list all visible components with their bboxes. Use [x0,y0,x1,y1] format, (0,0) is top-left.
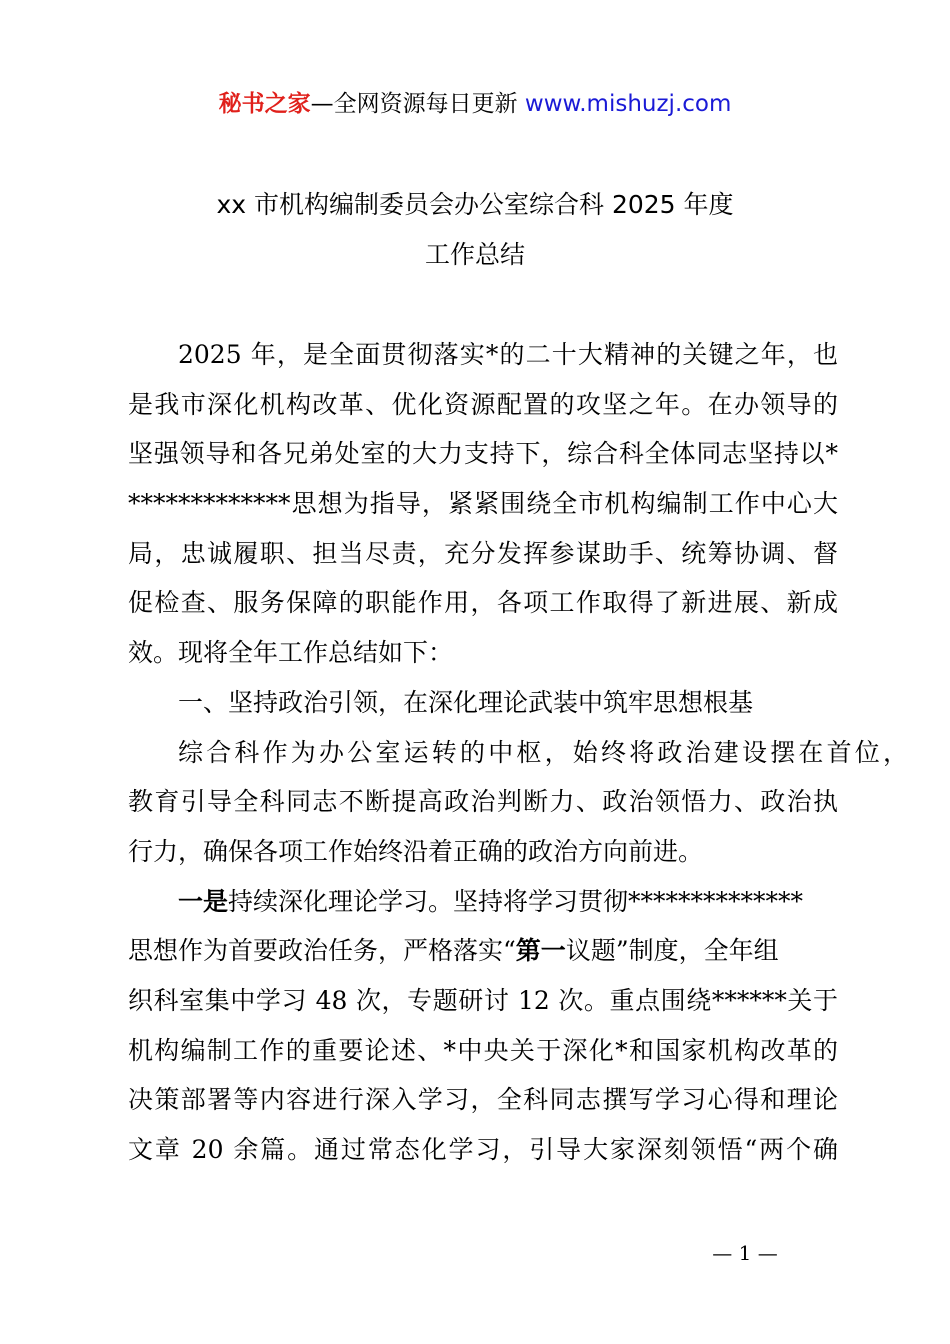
point-1-line [128,877,838,927]
intro-line: 促检查、服务保障的职能作用，各项工作取得了新进展、新成 [128,588,838,618]
title-line-1: xx 市机构编制委员会办公室综合科 2025 年度 [216,190,734,219]
intro-line: 局，忠诚履职、担当尽责，充分发挥参谋助手、统筹协调、督 [128,538,838,568]
section-1-line: 教育引导全科同志不断提高政治判断力、政治领悟力、政治执 [128,787,838,817]
brand-name: 秘书之家 [218,91,311,117]
intro-line: *************思想为指导，紧紧围绕全市机构编制工作中心大 [128,489,838,519]
point-1-lead-text: 持续深化理论学习。坚持将学习贯彻************** [228,886,804,916]
intro-line: 坚强领导和各兄弟处室的大力支持下，综合科全体同志坚持以* [128,439,838,469]
point-1-line: 决策部署等内容进行深入学习，全科同志撰写学习心得和理论 [128,1085,838,1115]
intro-line: 2025 年，是全面贯彻落实*的二十大精神的关键之年，也 [178,340,838,369]
document-title [60,180,890,279]
point-1-line: 机构编制工作的重要论述、*中央关于深化*和国家机构改革的 [128,1035,838,1065]
banner-tagline: —全网资源每日更新 [310,91,525,117]
section-1-line: 行力，确保各项工作始终沿着正确的政治方向前进。 [128,836,704,866]
title-line-2: 工作总结 [424,239,525,269]
point-1-line [128,926,838,976]
intro-line: 效。现将全年工作总结如下： [128,638,454,668]
point-1-text: 议题”制度，全年组 [565,936,779,966]
point-1-line: 文章 20 余篇。通过常态化学习，引导大家深刻领悟“两个确 [128,1135,838,1164]
section-1-line: 综合科作为办公室运转的中枢，始终将政治建设摆在首位， [178,737,908,767]
point-1-lead: 一是 [178,886,229,916]
page-number: — 1 — [712,1241,778,1265]
section-1-heading: 一、坚持政治引领，在深化理论武装中筑牢思想根基 [178,687,754,717]
point-1-bold-text: 第一 [515,936,566,966]
document-body [128,330,908,1175]
banner-url[interactable]: www.mishuzj.com [524,91,732,117]
site-banner [0,86,950,122]
point-1-line: 织科室集中学习 48 次，专题研讨 12 次。重点围绕******关于 [128,985,838,1015]
intro-line: 是我市深化机构改革、优化资源配置的攻坚之年。在办领导的 [128,389,838,419]
point-1-text: 思想作为首要政治任务，严格落实“ [128,936,516,966]
